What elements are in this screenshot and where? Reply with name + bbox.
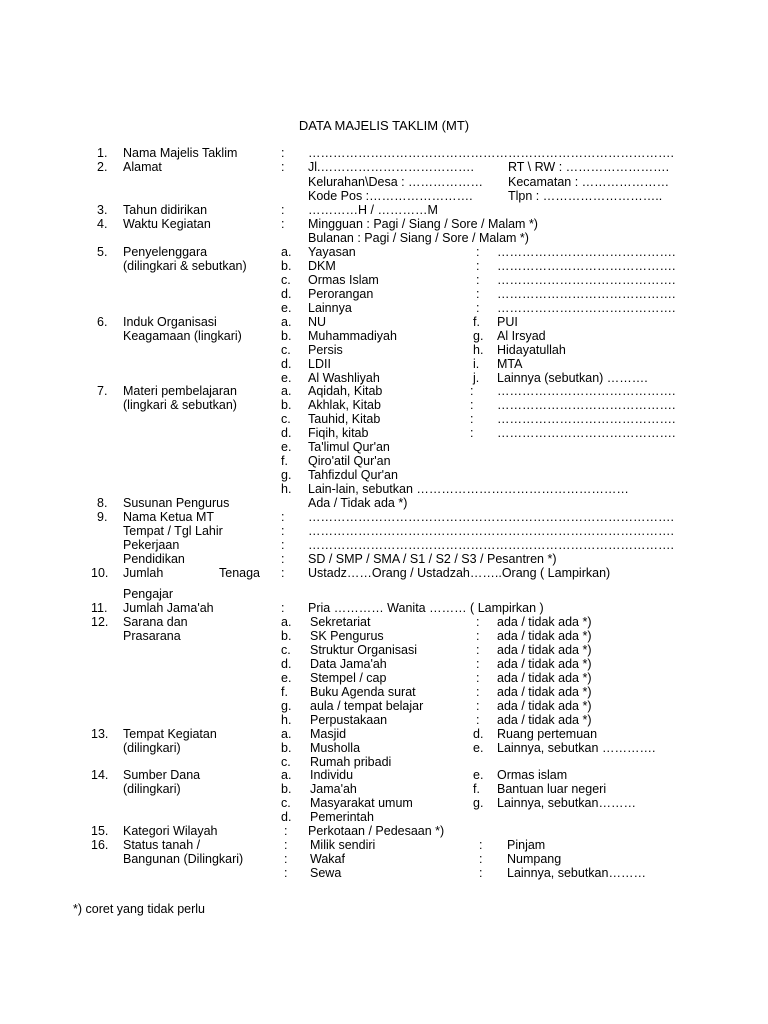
form-cell: Muhammadiyah	[308, 329, 397, 343]
form-cell: 14.	[91, 768, 109, 782]
form-cell: d.	[281, 810, 292, 824]
form-cell: f.	[473, 315, 480, 329]
form-cell: c.	[281, 796, 291, 810]
form-cell: (dilingkari & sebutkan)	[123, 259, 247, 273]
form-cell: Bangunan (Dilingkari)	[123, 852, 244, 866]
form-cell: d.	[473, 727, 484, 741]
form-cell: e.	[473, 768, 484, 782]
form-cell: Kategori Wilayah	[123, 824, 218, 838]
form-cell: Tahun didirikan	[123, 203, 208, 217]
form-cell: :	[479, 866, 483, 880]
form-cell: :	[281, 566, 285, 580]
form-cell: d.	[281, 426, 292, 440]
form-cell: h.	[473, 343, 484, 357]
form-cell: a.	[281, 315, 292, 329]
form-cell: Wakaf	[310, 852, 345, 866]
form-cell: Struktur Organisasi	[310, 643, 417, 657]
form-cell: :	[284, 824, 288, 838]
form-cell: Bantuan luar negeri	[497, 782, 607, 796]
form-cell: Akhlak, Kitab	[308, 398, 381, 412]
form-cell: :	[470, 384, 474, 398]
form-cell: …………………………………………………………………………….	[308, 538, 674, 552]
form-cell: Ruang pertemuan	[497, 727, 598, 741]
form-cell: SD / SMP / SMA / S1 / S2 / S3 / Pesantren *)	[308, 552, 557, 566]
form-cell: Al Irsyad	[497, 329, 546, 343]
form-cell: Ormas islam	[497, 768, 568, 782]
form-cell: Susunan Pengurus	[123, 496, 230, 510]
form-cell: c.	[281, 755, 291, 769]
form-cell: :	[284, 852, 288, 866]
form-cell: :	[281, 217, 285, 231]
form-cell: h.	[281, 482, 292, 496]
form-cell: Musholla	[310, 741, 361, 755]
form-cell: Keagamaan (lingkari)	[123, 329, 242, 343]
form-cell: g.	[281, 699, 292, 713]
form-cell: Qiro'atil Qur'an	[308, 454, 391, 468]
form-cell: Hidayatullah	[497, 343, 566, 357]
form-cell: f.	[281, 454, 288, 468]
form-cell: Penyelenggara	[123, 245, 208, 259]
form-cell: …………………………………………………………………………….	[308, 524, 674, 538]
form-cell: Ta'limul Qur'an	[308, 440, 390, 454]
form-cell: g.	[473, 796, 484, 810]
form-cell: 4.	[97, 217, 108, 231]
form-cell: Status tanah /	[123, 838, 201, 852]
form-cell: :	[281, 552, 285, 566]
form-cell: Mingguan : Pagi / Siang / Sore / Malam *)	[308, 217, 538, 231]
form-cell: e.	[281, 301, 292, 315]
form-cell: 9.	[97, 510, 108, 524]
form-cell: a.	[281, 615, 292, 629]
form-cell: Prasarana	[123, 629, 181, 643]
form-cell: 1.	[97, 146, 108, 160]
form-cell: Tauhid, Kitab	[308, 412, 381, 426]
form-cell: :	[476, 713, 480, 727]
form-cell: :	[476, 629, 480, 643]
form-cell: ada / tidak ada *)	[497, 657, 592, 671]
form-title: DATA MAJELIS TAKLIM (MT)	[298, 118, 470, 133]
form-cell: Persis	[308, 343, 343, 357]
form-cell: …………………………………….	[497, 259, 676, 273]
form-cell: …………H / …………M	[308, 203, 438, 217]
form-cell: :	[281, 524, 285, 538]
form-cell: ada / tidak ada *)	[497, 629, 592, 643]
form-cell: MTA	[497, 357, 523, 371]
form-cell: 7.	[97, 384, 108, 398]
form-cell: …………………………………….	[497, 384, 676, 398]
form-cell: Tenaga	[219, 566, 261, 580]
form-cell: 10.	[91, 566, 109, 580]
form-cell: Tempat / Tgl Lahir	[123, 524, 223, 538]
form-cell: :	[476, 273, 480, 287]
form-cell: Sekretariat	[310, 615, 371, 629]
form-cell: (lingkari & sebutkan)	[123, 398, 237, 412]
form-cell: Lainnya, sebutkan………	[497, 796, 636, 810]
form-cell: Perkotaan / Pedesaan *)	[308, 824, 445, 838]
form-cell: Bulanan : Pagi / Siang / Sore / Malam *)	[308, 231, 529, 245]
form-cell: j.	[473, 371, 480, 385]
form-cell: Ormas Islam	[308, 273, 379, 287]
form-cell: Sarana dan	[123, 615, 188, 629]
form-cell: :	[281, 601, 285, 615]
form-cell: b.	[281, 398, 292, 412]
form-cell: RT \ RW : …………………….	[508, 160, 670, 174]
form-cell: DKM	[308, 259, 336, 273]
form-cell: ada / tidak ada *)	[497, 615, 592, 629]
form-cell: …………………………………………………………………………….	[308, 146, 674, 160]
form-cell: 12.	[91, 615, 109, 629]
form-cell: NU	[308, 315, 327, 329]
form-cell: b.	[281, 329, 292, 343]
form-cell: Jama'ah	[310, 782, 357, 796]
form-cell: 2.	[97, 160, 108, 174]
form-cell: Pendidikan	[123, 552, 185, 566]
form-cell: Waktu Kegiatan	[123, 217, 211, 231]
form-cell: Tempat Kegiatan	[123, 727, 217, 741]
form-cell: i.	[473, 357, 480, 371]
form-cell: ada / tidak ada *)	[497, 685, 592, 699]
form-cell: c.	[281, 643, 291, 657]
form-cell: …………………………………………………………………………….	[308, 510, 674, 524]
form-cell: b.	[281, 629, 292, 643]
form-cell: h.	[281, 713, 292, 727]
form-cell: a.	[281, 727, 292, 741]
form-cell: 11.	[91, 601, 108, 615]
form-cell: Fiqih, kitab	[308, 426, 369, 440]
form-cell: Lainnya	[308, 301, 352, 315]
form-cell: Jumlah	[123, 566, 164, 580]
form-cell: :	[281, 510, 285, 524]
form-cell: Jumlah Jama'ah	[123, 601, 214, 615]
form-cell: b.	[281, 741, 292, 755]
form-cell: Individu	[310, 768, 354, 782]
form-cell: …………………………………….	[497, 426, 676, 440]
form-cell: g.	[473, 329, 484, 343]
form-cell: :	[476, 301, 480, 315]
form-cell: g.	[281, 468, 292, 482]
form-cell: :	[470, 398, 474, 412]
form-cell: Lain-lain, sebutkan ……………………………………………	[308, 482, 629, 496]
form-cell: Pinjam	[507, 838, 546, 852]
footnote: *) coret yang tidak perlu	[73, 902, 206, 916]
form-cell: :	[281, 538, 285, 552]
form-cell: d.	[281, 657, 292, 671]
form-cell: Kecamatan : …………………	[508, 175, 670, 189]
form-cell: Sewa	[310, 866, 342, 880]
form-cell: Sumber Dana	[123, 768, 201, 782]
form-cell: ada / tidak ada *)	[497, 713, 592, 727]
form-cell: e.	[473, 741, 484, 755]
form-cell: ada / tidak ada *)	[497, 671, 592, 685]
form-cell: e.	[281, 671, 292, 685]
form-cell: :	[281, 160, 285, 174]
form-cell: :	[284, 838, 288, 852]
form-cell: Buku Agenda surat	[310, 685, 416, 699]
form-cell: f.	[473, 782, 480, 796]
form-cell: …………………………………….	[497, 245, 676, 259]
form-cell: f.	[281, 685, 288, 699]
form-cell: :	[281, 203, 285, 217]
form-cell: b.	[281, 782, 292, 796]
form-cell: SK Pengurus	[310, 629, 384, 643]
form-cell: :	[470, 426, 474, 440]
form-cell: :	[479, 838, 483, 852]
form-cell: Rumah pribadi	[310, 755, 392, 769]
form-cell: Aqidah, Kitab	[308, 384, 383, 398]
form-cell: …………………………………….	[497, 287, 676, 301]
form-cell: aula / tempat belajar	[310, 699, 424, 713]
form-cell: ada / tidak ada *)	[497, 643, 592, 657]
form-cell: a.	[281, 384, 292, 398]
form-cell: …………………………………….	[497, 398, 676, 412]
form-cell: Nama Majelis Taklim	[123, 146, 238, 160]
form-cell: Pria ………… Wanita ……… ( Lampirkan )	[308, 601, 544, 615]
form-cell: Pengajar	[123, 587, 174, 601]
form-cell: Numpang	[507, 852, 562, 866]
form-cell: c.	[281, 273, 291, 287]
form-cell: e.	[281, 371, 292, 385]
form-cell: :	[470, 412, 474, 426]
form-cell: Kelurahan\Desa : ………………	[308, 175, 484, 189]
form-cell: :	[476, 245, 480, 259]
form-cell: 6.	[97, 315, 108, 329]
form-cell: :	[281, 146, 285, 160]
form-cell: Ada / Tidak ada *)	[308, 496, 408, 510]
form-cell: Kode Pos :…………………….	[308, 189, 473, 203]
form-cell: Perpustakaan	[310, 713, 388, 727]
form-cell: Pekerjaan	[123, 538, 180, 552]
form-cell: Tlpn : ………………………..	[508, 189, 663, 203]
form-cell: Alamat	[123, 160, 162, 174]
form-cell: Perorangan	[308, 287, 374, 301]
form-cell: Yayasan	[308, 245, 356, 259]
form-cell: Nama Ketua MT	[123, 510, 215, 524]
form-cell: :	[476, 699, 480, 713]
form-cell: Lainnya (sebutkan) ……….	[497, 371, 648, 385]
form-cell: ada / tidak ada *)	[497, 699, 592, 713]
form-cell: 16.	[91, 838, 109, 852]
form-cell: :	[284, 866, 288, 880]
form-cell: a.	[281, 245, 292, 259]
form-cell: LDII	[308, 357, 331, 371]
form-cell: Al Washliyah	[308, 371, 380, 385]
form-cell: a.	[281, 768, 292, 782]
form-cell: :	[476, 671, 480, 685]
form-cell: d.	[281, 357, 292, 371]
form-cell: :	[476, 259, 480, 273]
form-cell: :	[476, 287, 480, 301]
form-cell: (dilingkari)	[123, 782, 181, 796]
form-cell: (dilingkari)	[123, 741, 181, 755]
form-cell: …………………………………….	[497, 301, 676, 315]
form-cell: Lainnya, sebutkan ………….	[497, 741, 656, 755]
form-cell: Milik sendiri	[310, 838, 376, 852]
form-cell: :	[476, 615, 480, 629]
form-cell: :	[476, 657, 480, 671]
form-cell: Masjid	[310, 727, 347, 741]
form-cell: Data Jama'ah	[310, 657, 387, 671]
form-cell: Lainnya, sebutkan………	[507, 866, 646, 880]
form-cell: d.	[281, 287, 292, 301]
form-cell: Materi pembelajaran	[123, 384, 237, 398]
form-cell: Stempel / cap	[310, 671, 387, 685]
form-cell: b.	[281, 259, 292, 273]
form-cell: 13.	[91, 727, 109, 741]
form-cell: …………………………………….	[497, 273, 676, 287]
form-cell: :	[479, 852, 483, 866]
form-cell: PUI	[497, 315, 518, 329]
form-cell: Ustadz……Orang / Ustadzah……..Orang ( Lampirkan)	[308, 566, 611, 580]
form-cell: Pemerintah	[310, 810, 374, 824]
form-cell: …………………………………….	[497, 412, 676, 426]
form-cell: Tahfizdul Qur'an	[308, 468, 398, 482]
form-cell: 8.	[97, 496, 108, 510]
form-cell: e.	[281, 440, 292, 454]
form-cell: 15.	[91, 824, 109, 838]
form-cell: Jl.……………………………….	[308, 160, 474, 174]
form-cell: :	[476, 643, 480, 657]
form-cell: 3.	[97, 203, 108, 217]
form-cell: Induk Organisasi	[123, 315, 217, 329]
form-cell: :	[476, 685, 480, 699]
form-cell: 5.	[97, 245, 108, 259]
form-cell: c.	[281, 412, 291, 426]
form-cell: Masyarakat umum	[310, 796, 413, 810]
form-cell: c.	[281, 343, 291, 357]
